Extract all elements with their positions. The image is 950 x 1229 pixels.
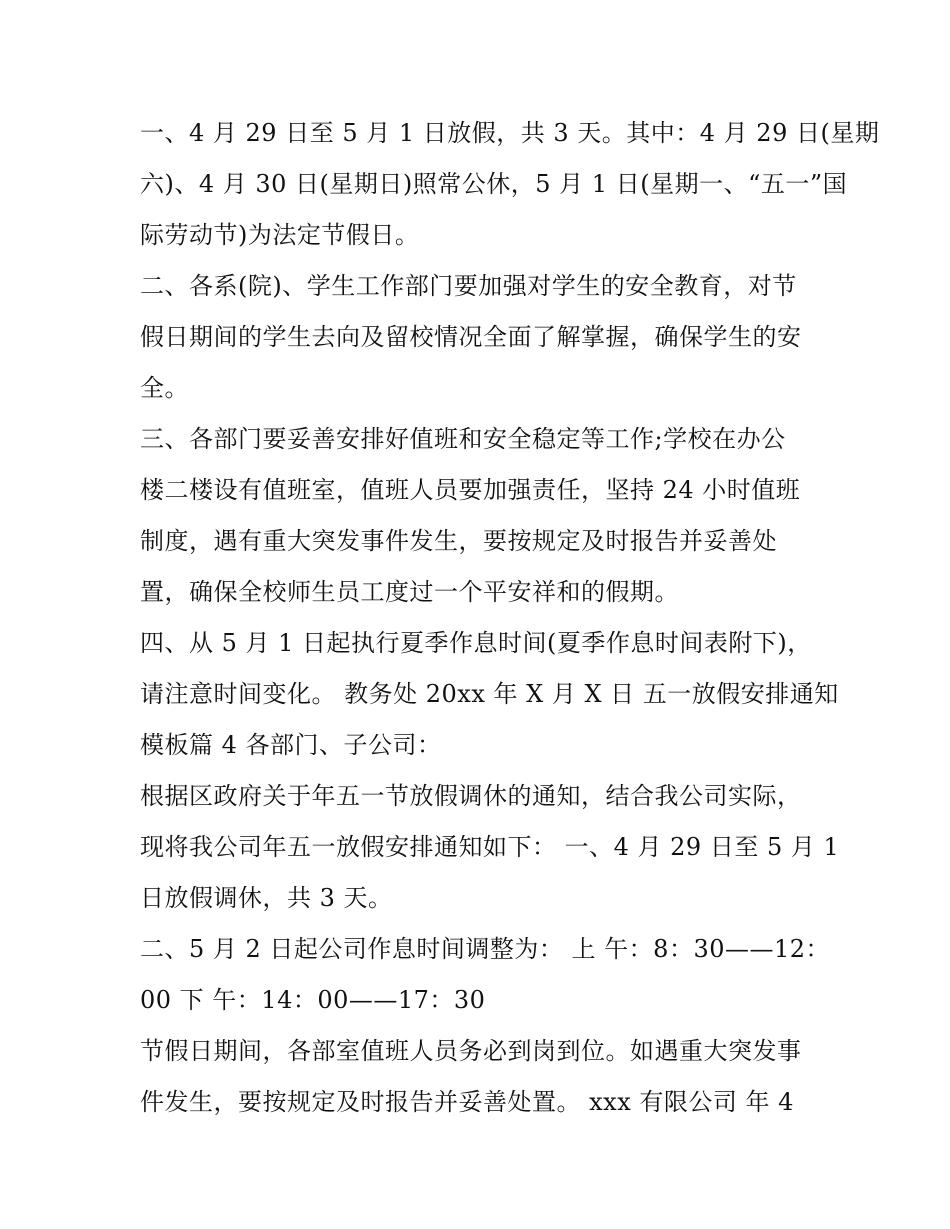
- text-line: 二、各系(院)、学生工作部门要加强对学生的安全教育，对节: [140, 272, 797, 300]
- paragraph-safety-education: [140, 261, 820, 414]
- paragraph-duty-arrangement: [140, 414, 820, 618]
- paragraph-summer-schedule: [140, 618, 839, 771]
- text-line: 制度，遇有重大突发事件发生，要按规定及时报告并妥善处: [140, 527, 777, 555]
- text-line: 00 下 午：14：00——17：30: [140, 986, 486, 1014]
- text-line: 全。: [140, 374, 189, 402]
- document-body: [140, 108, 880, 1128]
- text-line: 一、4 月 29 日至 5 月 1 日放假，共 3 天。其中：4 月 29 日(星期: [140, 119, 880, 147]
- paragraph-company-notice: [140, 771, 840, 924]
- text-line: 现将我公司年五一放假安排通知如下： 一、4 月 29 日至 5 月 1: [140, 833, 840, 861]
- text-line: 假日期间的学生去向及留校情况全面了解掌握，确保学生的安: [140, 323, 802, 351]
- text-line: 根据区政府关于年五一节放假调休的通知，结合我公司实际，: [140, 782, 802, 810]
- text-line: 二、5 月 2 日起公司作息时间调整为： 上 午：8：30——12：: [140, 935, 831, 963]
- text-line: 节假日期间，各部室值班人员务必到岗到位。如遇重大突发事: [140, 1037, 802, 1065]
- text-line: 六)、4 月 30 日(星期日)照常公休，5 月 1 日(星期一、“五一”国: [140, 170, 848, 198]
- text-line: 置，确保全校师生员工度过一个平安祥和的假期。: [140, 578, 679, 606]
- text-line: 三、各部门要妥善安排好值班和安全稳定等工作;学校在办公: [140, 425, 786, 453]
- text-line: 四、从 5 月 1 日起执行夏季作息时间(夏季作息时间表附下)，: [140, 629, 812, 657]
- text-line: 日放假调休，共 3 天。: [140, 884, 393, 912]
- text-line: 楼二楼设有值班室，值班人员要加强责任，坚持 24 小时值班: [140, 476, 801, 504]
- text-line: 模板篇 4 各部门、子公司：: [140, 731, 442, 759]
- text-line: 请注意时间变化。 教务处 20xx 年 X 月 X 日 五一放假安排通知: [140, 680, 839, 708]
- text-line: 际劳动节)为法定节假日。: [140, 221, 420, 249]
- paragraph-holiday-dates: [140, 108, 880, 261]
- paragraph-work-hours: [140, 924, 831, 1026]
- paragraph-duty-staff: [140, 1026, 820, 1128]
- text-line: 件发生，要按规定及时报告并妥善处置。 xxx 有限公司 年 4: [140, 1088, 794, 1116]
